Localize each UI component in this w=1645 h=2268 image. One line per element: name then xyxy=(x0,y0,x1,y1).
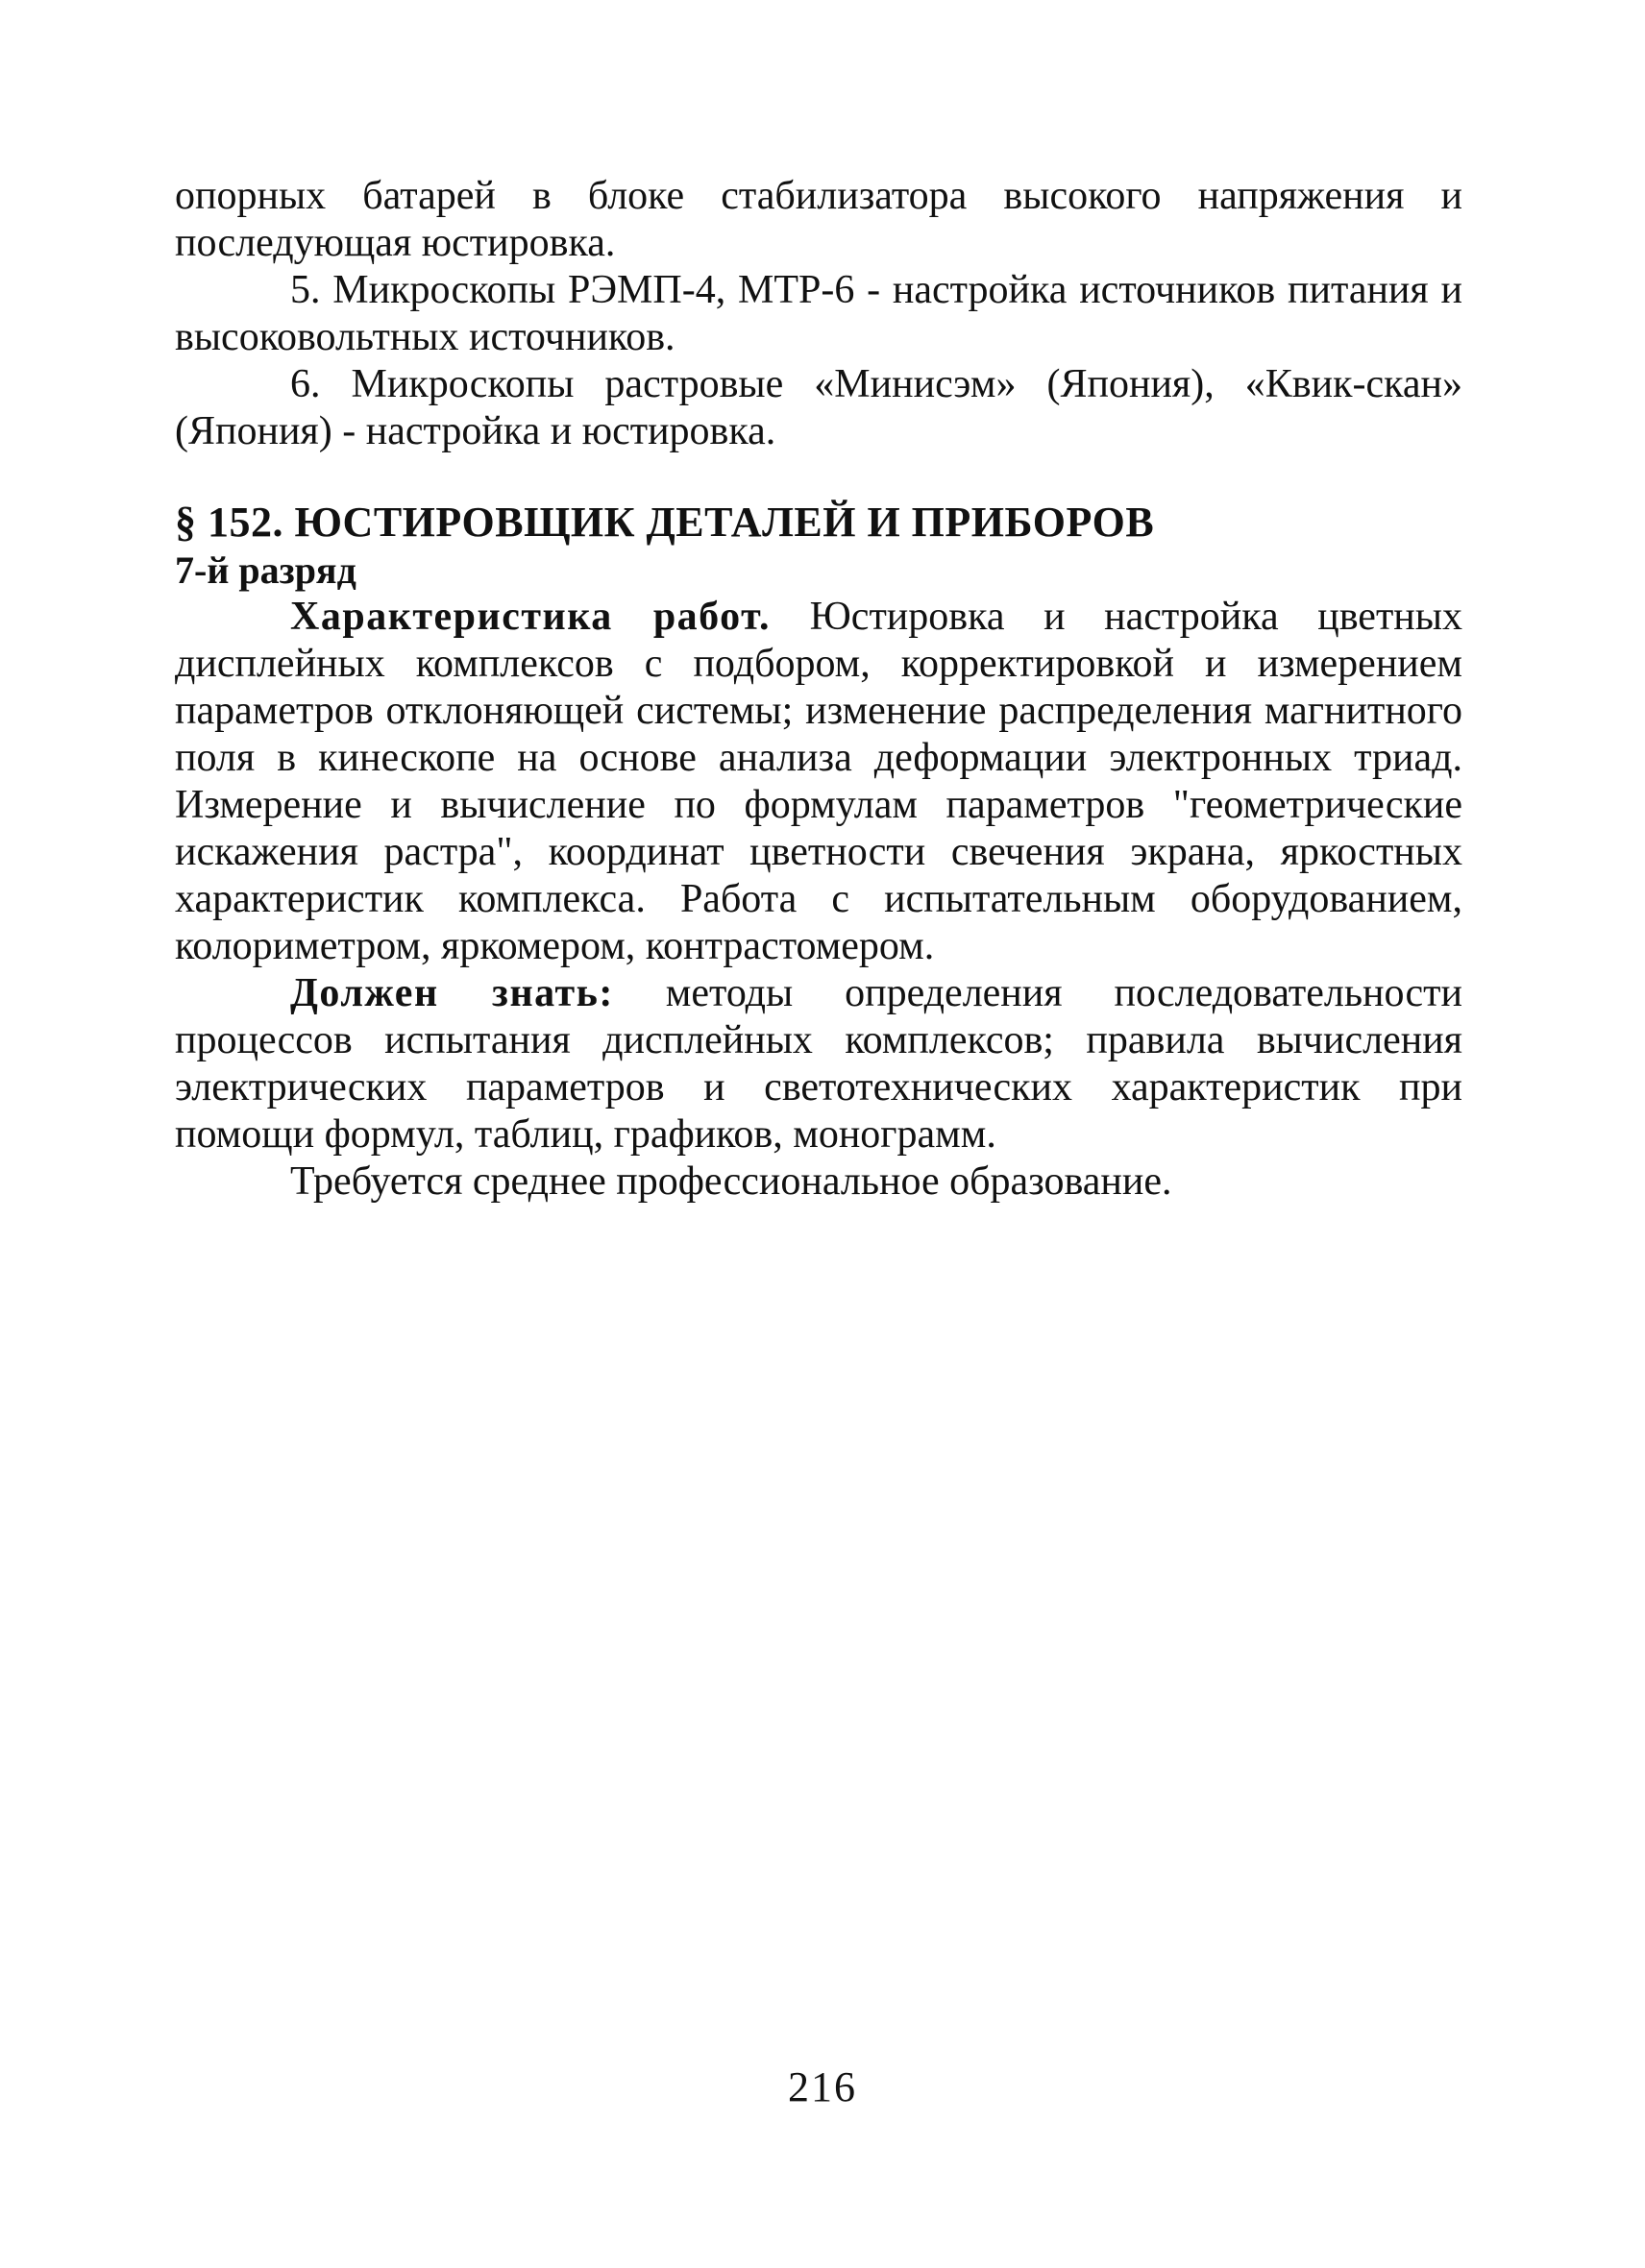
must-know-paragraph xyxy=(175,970,1462,1158)
section-heading: § 152. ЮСТИРОВЩИК ДЕТАЛЕЙ И ПРИБОРОВ xyxy=(175,499,1155,546)
continued-paragraph: опорных батарей в блоке стабилизатора высокого напряжения и последующая юстировка. xyxy=(175,174,1462,265)
list-item-5: 5. Микроскопы РЭМП-4, МТР-6 - настройка источников питания и высоковольтных источников. xyxy=(175,268,1462,359)
must-know-text: методы определения последовательности процессов испытания дисплейных комплексов; правила вычисления электрических параметров и светотехнических характеристик при помощи формул, таблиц, графиков, монограмм. xyxy=(175,971,1462,1157)
list-item-6: 6. Микроскопы растровые «Минисэм» (Япония), «Квик-скан» (Япония) - настройка и юстировка. xyxy=(175,362,1462,453)
must-know-label: Должен знать: xyxy=(290,971,614,1015)
work-characteristics-text: Юстировка и настройка цветных дисплейных комплексов с подбором, корректировкой и измерением параметров отклоняющей системы; изменение распределения магнитного поля в кинескопе на основе анализа деформации электронных триад. Измерение и вычисление по формулам параметров "геометрические искажения растра", координат цветности свечения экрана, яркостных характеристик комплекса. Работа с испытательным оборудованием, колориметром, яркомером, контрастомером. xyxy=(175,595,1462,968)
education-requirement: Требуется среднее профессиональное образование. xyxy=(290,1159,1172,1204)
work-characteristics-label: Характеристика работ. xyxy=(290,595,772,639)
work-characteristics-paragraph xyxy=(175,594,1462,970)
grade-label: 7-й разряд xyxy=(175,549,356,592)
page-number: 216 xyxy=(788,2063,857,2110)
page-body xyxy=(175,173,1462,1206)
